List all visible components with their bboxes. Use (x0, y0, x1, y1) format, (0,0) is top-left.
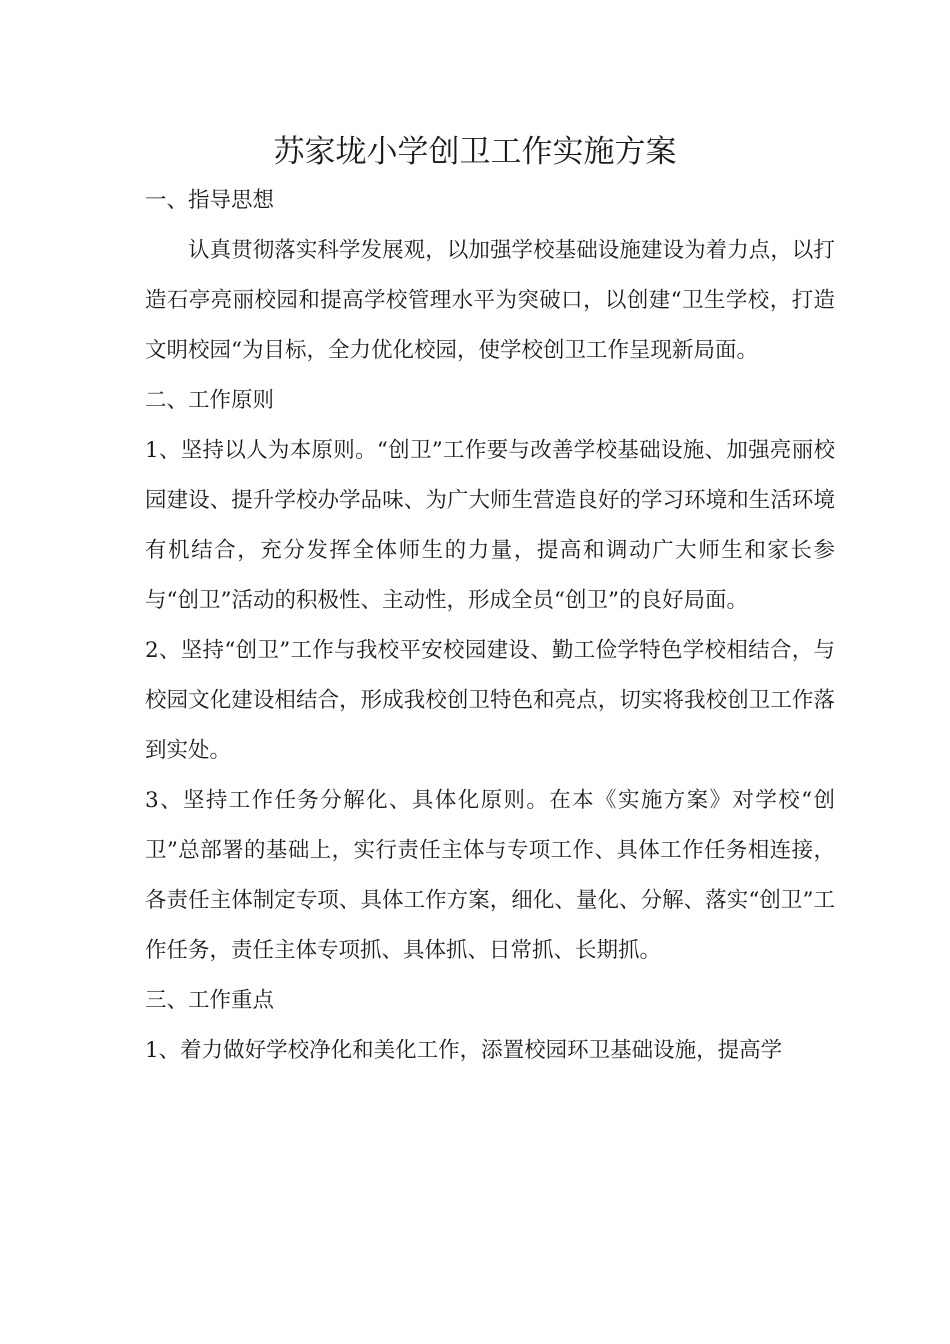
document-body (145, 176, 835, 1076)
section-heading-guiding-ideology: 一、指导思想 (145, 188, 275, 213)
paragraph-principle-1: 1、坚持以人为本原则。“创卫”工作要与改善学校基础设施、加强亮丽校园建设、提升学校办学品味、为广大师生营造良好的学习环境和生活环境有机结合，充分发挥全体师生的力量，提高和调动广大师生和家长参与“创卫”活动的积极性、主动性，形成全员“创卫”的良好局面。 (145, 438, 835, 613)
section-heading-work-focus: 三、工作重点 (145, 988, 275, 1013)
section-heading-work-principles: 二、工作原则 (145, 388, 275, 413)
paragraph-principle-3: 3、坚持工作任务分解化、具体化原则。在本《实施方案》对学校“创卫”总部署的基础上，实行责任主体与专项工作、具体工作任务相连接，各责任主体制定专项、具体工作方案，细化、量化、分解、落实“创卫”工作任务，责任主体专项抓、具体抓、日常抓、长期抓。 (145, 788, 835, 963)
paragraph-focus-1: 1、着力做好学校净化和美化工作，添置校园环卫基础设施，提高学 (145, 1038, 783, 1063)
document-title: 苏家垅小学创卫工作实施方案 (273, 134, 677, 170)
paragraph-guiding-ideology: 认真贯彻落实科学发展观，以加强学校基础设施建设为着力点，以打造石亭亮丽校园和提高学校管理水平为突破口，以创建“卫生学校，打造文明校园“为目标，全力优化校园，使学校创卫工作呈现新局面。 (145, 238, 835, 363)
paragraph-principle-2: 2、坚持“创卫”工作与我校平安校园建设、勤工俭学特色学校相结合，与校园文化建设相结合，形成我校创卫特色和亮点，切实将我校创卫工作落到实处。 (145, 638, 835, 763)
